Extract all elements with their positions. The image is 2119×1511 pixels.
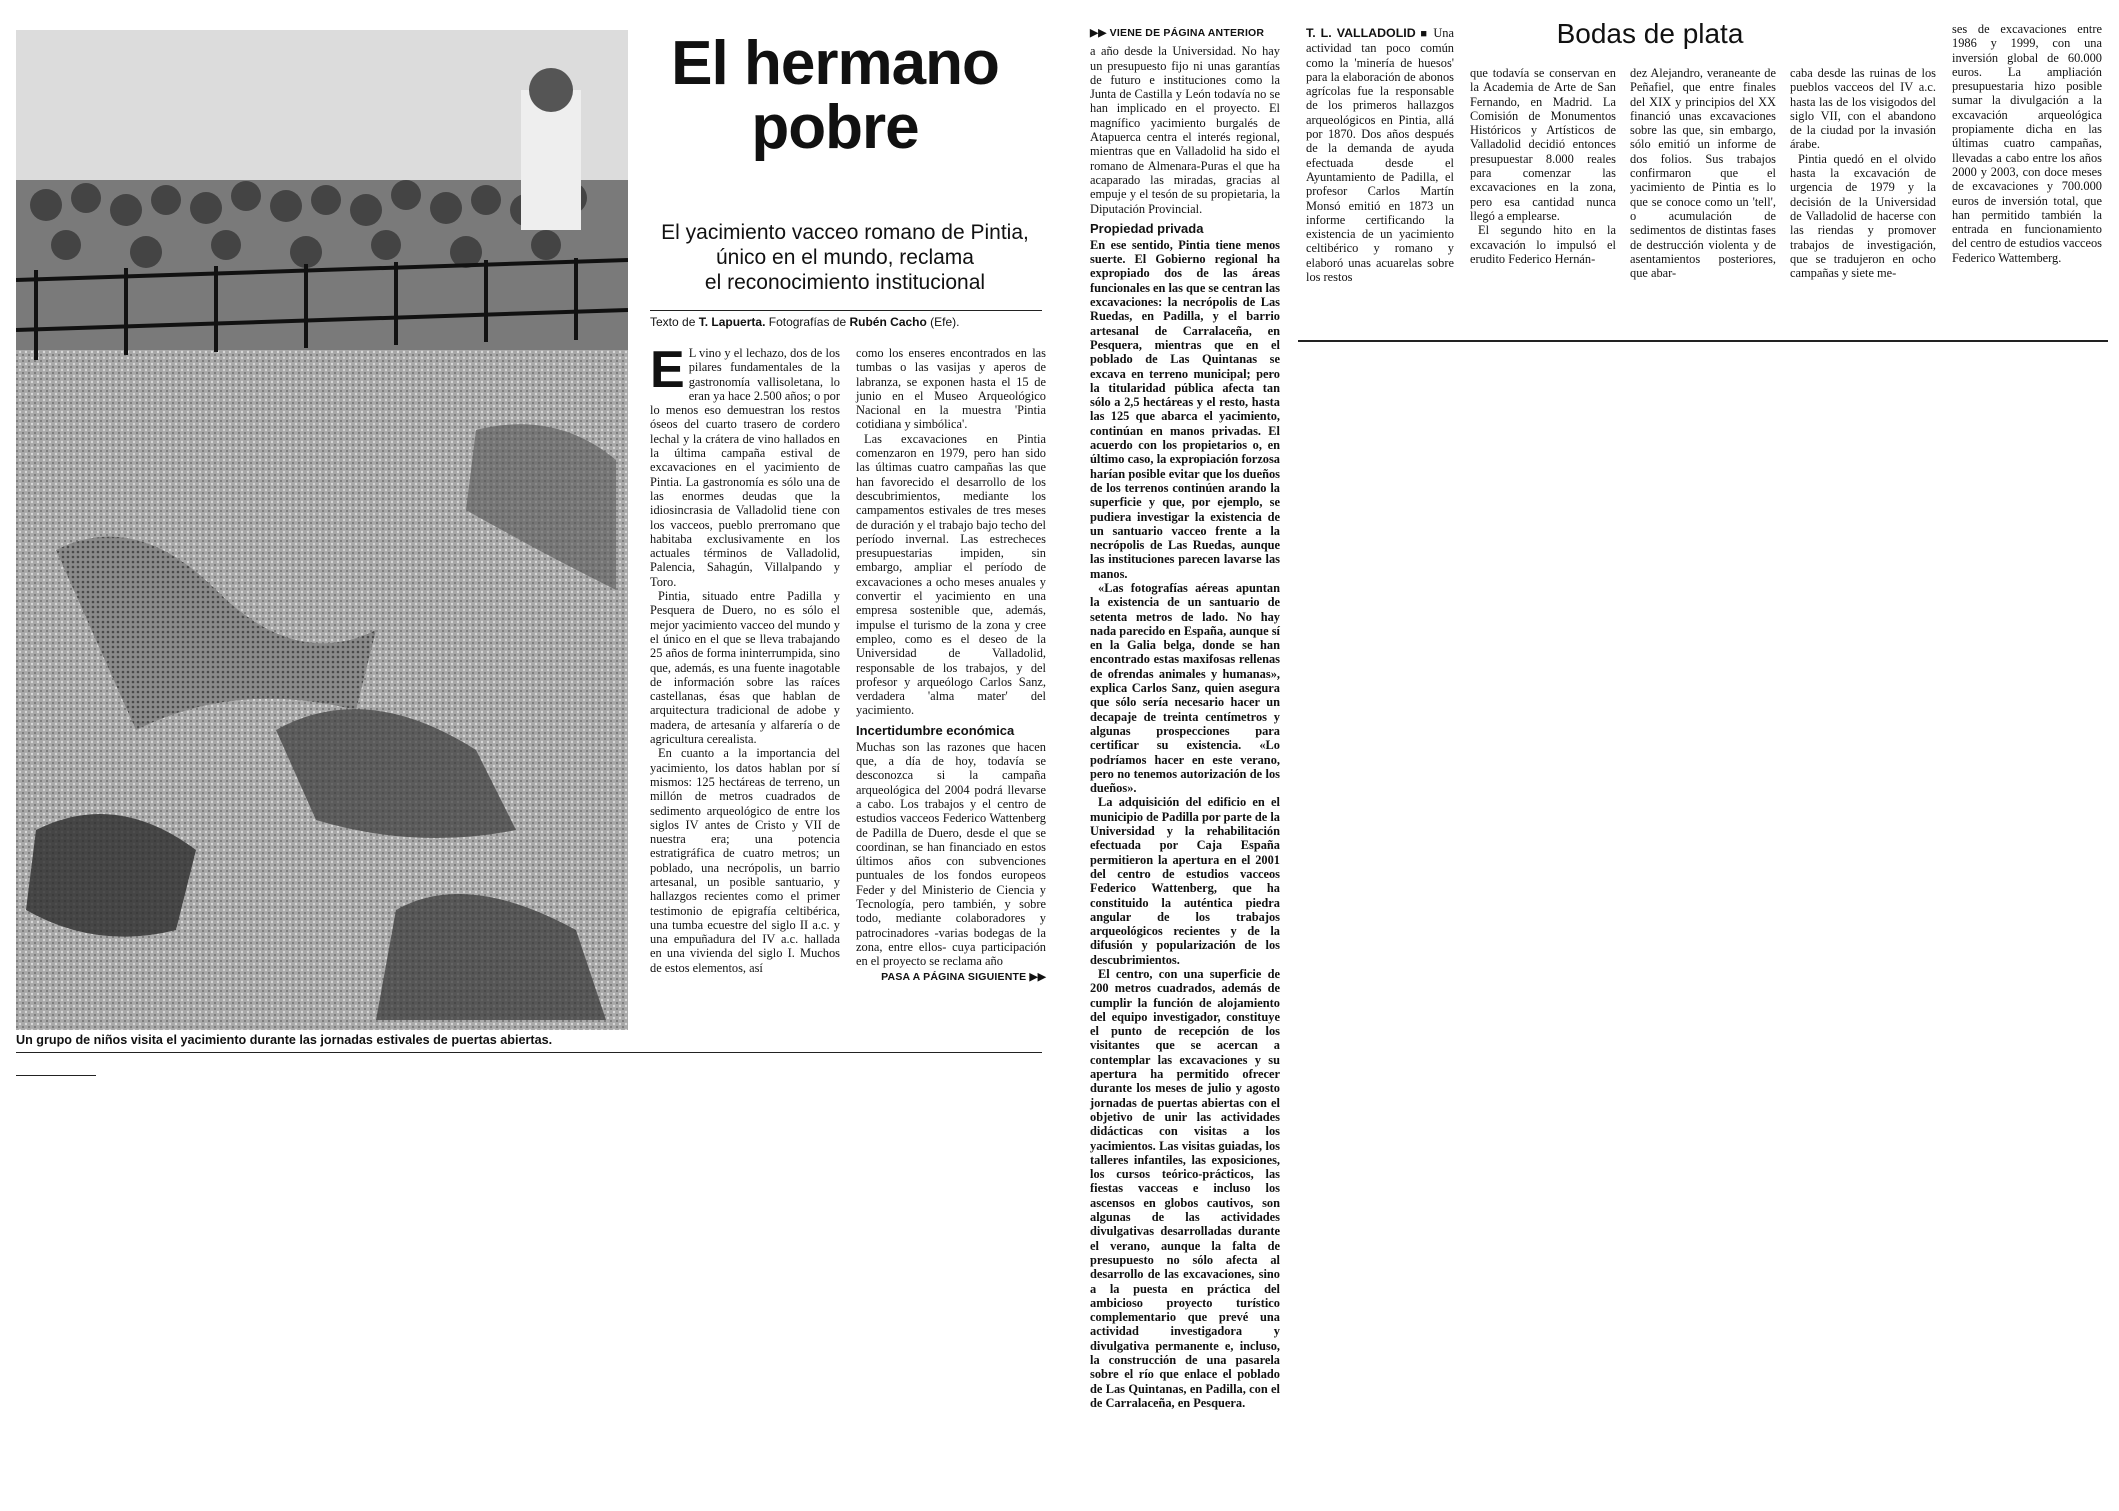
paragraph: a año desde la Universidad. No hay un presupuesto fijo ni unas garantías de futuro e instituciones como la Junta de Castilla y León todavía no se han implicado en el proyecto. El magnífico yacimiento burgalés de Atapuerca centra el interés regional, mientras que en Valladolid ha sido el romano de Almenara-Puras el que ha acaparado las miradas, gracias al empuje y el tesón de su propietaria, la Diputación Provincial.: [1090, 44, 1280, 216]
continuation-column: [1090, 26, 1280, 1410]
subhead-line-1: El yacimiento vacceo romano de Pintia,: [661, 221, 1029, 244]
paragraph: ses de excavaciones entre 1986 y 1999, con una inversión global de 60.000 euros. La ampliación presupuestaria hizo posible sumar la divulgación a la excavación arqueológica propiamente dicha en las últimas cuatro campañas, llevadas a cabo entre los años 2000 y 2003, con doce meses de excavaciones y 700.000 euros de inversión total, que han permitido también la entrada en funcionamiento del centro de estudios vacceos Federico Wattemberg.: [1952, 22, 2103, 265]
sidebar-title: Bodas de plata: [1556, 18, 1744, 49]
sidebar-column-4: [1790, 66, 1936, 280]
section-heading: Incertidumbre económica: [856, 722, 1015, 738]
headline-line-1: El hermano: [671, 29, 999, 98]
byline-photographer: Rubén Cacho: [849, 315, 927, 329]
headline: [640, 29, 1030, 162]
paragraph: En cuanto a la importancia del yacimiento, los datos hablan por sí mismos: 125 hectáreas de terreno, un millón de metros cuadrados de sedimento arqueológico de entre los siglos IV antes de Cristo y VII de nuestra era; una potencia estratigráfica de cuatro metros; un poblado, una necrópolis, un barrio artesanal, un posible santuario, y hallazgos recientes como el primer testimonio de epigrafía celtibérica, una tumba ecuestre del siglo II a.c. y una empuñadura del IV a.c. hallada en una vivienda del siglo I. Muchos de estos elementos, así: [650, 746, 840, 975]
paragraph: Pintia, situado entre Padilla y Pesquera de Duero, no es sólo el mejor yacimiento vacceo del mundo y el único en el que se lleva trabajando 25 años de forma ininterrumpida, sino que, además, es una fuente inagotable de información sobre las raíces castellanas, ésas que hablan de arquitectura tradicional de adobe y madera, de artesanía y alfarería o de agricultura cerealista.: [650, 589, 840, 747]
subhead-line-2: único en el mundo, reclama: [716, 246, 974, 269]
photo-caption: Un grupo de niños visita el yacimiento durante las jornadas estivales de puertas abiertas.: [16, 1033, 553, 1047]
excavation-photo: [16, 30, 628, 1030]
byline-prefix: Texto de: [650, 315, 696, 329]
article-column-2: [856, 346, 1046, 985]
paragraph: que todavía se conservan en la Academia de Arte de San Fernando, en Madrid. La Comisión de Monumentos Históricos y Artísticos de Valladolid decidió entonces presupuestar 8.000 reales para comenzar las excavaciones en la zona, pero esa cantidad nunca llegó a emplearse.: [1470, 66, 1616, 223]
paragraph: como los enseres encontrados en las tumbas o las vasijas y aperos de labranza, se exponen hasta el 15 de junio en el Museo Arqueológico Nacional en la muestra 'Pintia cotidiana y simbólica'.: [856, 346, 1046, 432]
subheadline: [640, 220, 1050, 295]
paragraph: El segundo hito en la excavación lo impulsó el erudito Federico Hernán-: [1470, 223, 1616, 266]
byline-rule: [650, 310, 1042, 311]
subhead-line-3: el reconocimiento institucional: [704, 271, 986, 294]
photo-children-at-site: [16, 30, 628, 1030]
byline-author: T. Lapuerta.: [698, 315, 766, 329]
paragraph: dez Alejandro, veraneante de Peñafiel, que entre finales del XIX y principios del XX financió unas excavaciones sobre las que, sin embargo, sólo emitió un informe de dos folios. Sus trabajos confirmaron que el yacimiento de Pintia es lo que se conoce como un 'tell', o acumulación de sedimentos de distintas fases de destrucción violenta y de asentamientos posteriores, que abar-: [1630, 66, 1776, 281]
byline-photo-prefix: Fotografías de: [768, 315, 847, 329]
lead-paragraph: E L vino y el lechazo, dos de los pilares fundamentales de la gastronomía vallisoletana, lo eran ya hace 2.500 años; o por lo menos eso demuestran los restos óseos del cuarto trasero de cordero lechal y la crátera de vino hallados en la última campaña estival de excavaciones en el yacimiento de Pintia. La gastronomía es sólo una de las enormes deudas que la idiosincrasia de Valladolid tiene con los vacceos, pueblo prerromano que habitaba exclusivamente en los actuales términos de Valladolid, Palencia, Sahagún, Villalpando y Toro.: [650, 341, 840, 589]
sidebar-column-5: [1952, 22, 2102, 265]
bottom-rule: [16, 1052, 1042, 1053]
paragraph: «Las fotografías aéreas apuntan la existencia de un santuario de setenta metros de lado. No hay nada parecido en España, aunque sí en la Galia belga, donde se han encontrado estas maxifosas rellenas de ofrendas animales y humanas», explica Carlos Sanz, quien asegura que sólo sería necesario hacer un decapaje de treinta centímetros y algunas prospecciones para certificar su existencia. «Lo podríamos hacer en este verano, pero no tenemos autorización de los dueños».: [1090, 580, 1280, 796]
article-column-1: [650, 341, 840, 975]
sidebar-bottom-rule: [1298, 340, 2108, 342]
drop-cap: E: [650, 341, 685, 399]
sidebar-column-3: [1630, 66, 1776, 280]
paragraph: caba desde las ruinas de los pueblos vacceos del IV a.c. hasta las de los visigodos del siglo VII, con el abandono de la ciudad por la invasión árabe.: [1790, 66, 1936, 152]
paragraph: Muchas son las razones que hacen que, a día de hoy, todavía se desconozca si la campaña arqueológica del 2004 podrá llevarse a cabo. Los trabajos y el centro de estudios vacceos Federico Wattenberg de Padilla de Duero, desde el que se coordinan, se han financiado en estos últimos años con subvenciones puntuales de los fondos europeos Feder y del Ministerio de Ciencia y Tecnología, pero también, y sobre todo, mediante colaboradores y patrocinadores -varias bodegas de la zona, entre ellos- cuya participación en el proyecto se reclama año: [856, 739, 1046, 969]
byline: [650, 315, 1050, 329]
continued-from-previous: ▶▶ VIENE DE PÁGINA ANTERIOR: [1090, 27, 1265, 39]
paragraph: El centro, con una superficie de 200 metros cuadrados, además de cumplir la función de alojamiento del equipo investigador, constituye el punto de recepción de los visitantes que se acercan a contemplar las excavaciones y su apertura ha permitido ofrecer durante los meses de julio y agosto jornadas de puertas abiertas con el objetivo de unir las actividades didácticas con visitas a los yacimientos. Las visitas guiadas, los talleres infantiles, las exposiciones, los cursos teórico-prácticos, las fiestas vacceas e incluso los ascensos en globos cautivos, son algunas de las actividades divulgativas desarrolladas durante el verano, aunque la falta de presupuesto no sólo afecta al desarrollo de las excavaciones, sino a la puesta en práctica del ambicioso proyecto turístico complementario que prevé una actividad investigadora y divulgativa permanente e, incluso, la construcción de una pasarela sobre el río que enlace el poblado de Las Quintanas, en Padilla, con el de Carralaceña, en Pesquera.: [1090, 967, 1280, 1410]
byline-agency: (Efe).: [930, 315, 960, 329]
paragraph: En ese sentido, Pintia tiene menos suerte. El Gobierno regional ha expropiado dos de las áreas funcionales en las que se centran las excavaciones: la necrópolis de Las Ruedas, en Padilla, y el barrio artesanal de Carralaceña, en Pesquera, mientras que en el poblado de Las Quintanas se excava en terreno municipal; pero la titularidad pública afecta tan sólo a 2,5 hectáreas y el resto, hasta las 125 que abarca el yacimiento, continúan en manos privadas. El acuerdo con los propietarios o, en último caso, la expropiación forzosa harían posible evitar que los dueños de los terrenos continúen arando la superficie y que, por ejemplo, se pudiera investigar la existencia de un santuario vacceo frente a la necrópolis de Las Ruedas, aunque las instituciones parecen lavarse las manos.: [1090, 237, 1280, 581]
sidebar-column-1: T. L. VALLADOLID ■ Una actividad tan poco común como la 'minería de huesos' para la elaboración de abonos agrícolas fue la responsable de los primeros hallazgos arqueológicos en Pintia, allá por 1870. Dos años después de la demanda de ayuda efectuada desde el Ayuntamiento de Padilla, el profesor Carlos Martín Monsó emitió en 1873 un informe certificando la existencia de un yacimiento celtibérico y romano y elaboró unas acuarelas sobre los restos: [1306, 26, 1454, 285]
section-heading: Propiedad privada: [1090, 220, 1204, 236]
paragraph: La adquisición del edificio en el municipio de Padilla por parte de la Universidad y la rehabilitación efectuada por Caja España permitieron la apertura en el 2001 del centro de estudios vacceos Federico Wattenberg, que ha constituido la auténtica piedra angular de los trabajos arqueológicos recientes y de la difusión y popularización de los descubrimientos.: [1090, 795, 1280, 967]
paragraph: Pintia quedó en el olvido hasta la excavación de urgencia de 1979 y la decisión de la Universidad de Valladolid de hacerse con las riendas y promover trabajos de investigación, que se tradujeron en ocho campañas y siete me-: [1790, 151, 1936, 281]
paragraph: Las excavaciones en Pintia comenzaron en 1979, pero han sido las últimas cuatro campañas las que han favorecido el desarrollo de los descubrimientos, mediante los campamentos estivales de tres meses de duración y el trabajo bajo techo del período invernal. Las estrecheces presupuestarias impiden, sin embargo, ampliar el período de excavaciones a ocho meses anuales y convertir el yacimiento en una empresa sostenible que, además, impulse el turismo de la zona y cree empleo, como es el deseo de la Universidad de Valladolid, responsable de los trabajos, y del profesor y arqueólogo Carlos Sanz, verdadera 'alma mater' del yacimiento.: [856, 431, 1046, 718]
sidebar-kicker: T. L. VALLADOLID: [1306, 26, 1416, 40]
small-rule: [16, 1075, 96, 1076]
sidebar-column-2: [1470, 66, 1616, 266]
headline-line-2: pobre: [751, 93, 919, 162]
continue-next-page: PASA A PÁGINA SIGUIENTE ▶▶: [881, 971, 1046, 984]
